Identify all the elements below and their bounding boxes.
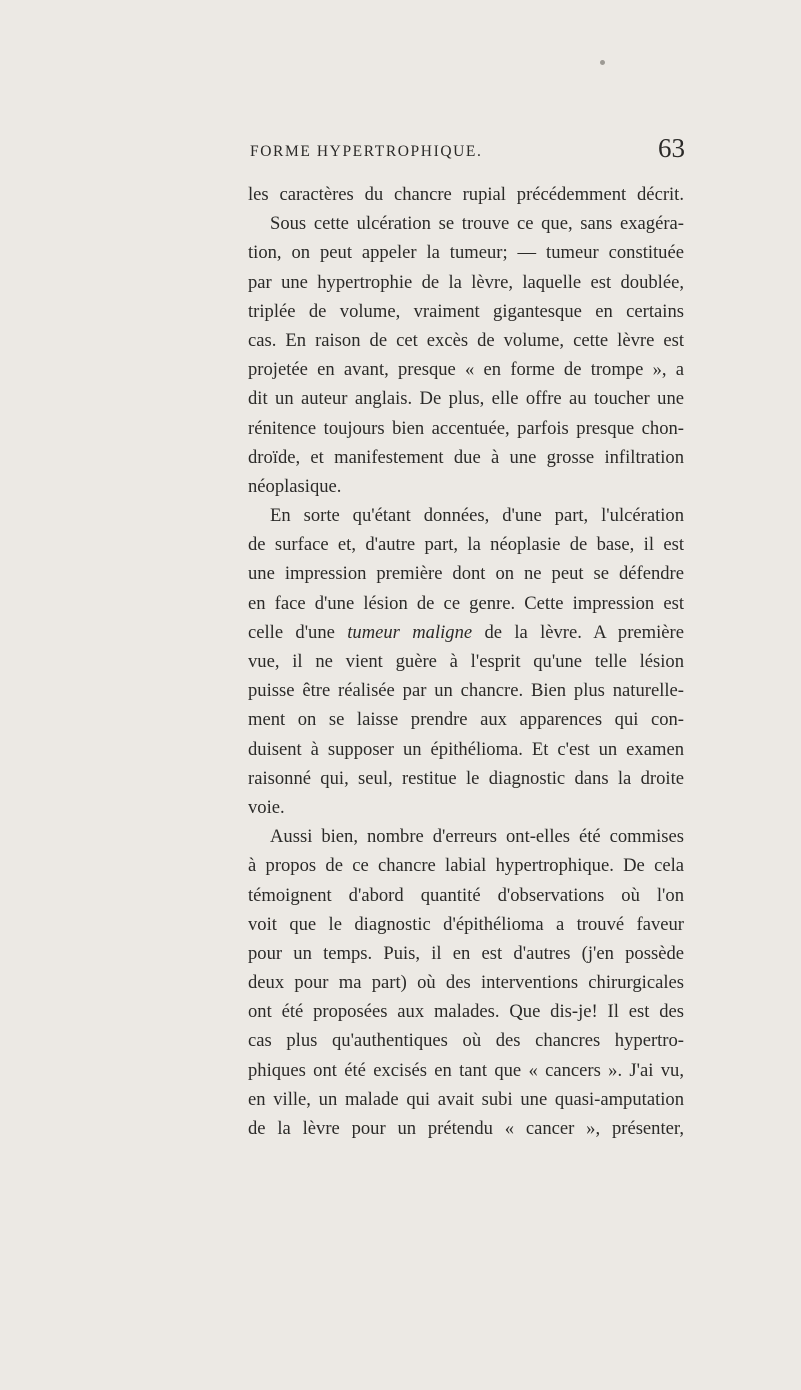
text-line: ont été proposées aux malades. Que dis-je! Il est des (248, 1001, 684, 1023)
italic-phrase: tumeur maligne (347, 621, 473, 643)
text-line: cas. En raison de cet excès de volume, cette lèvre est (248, 329, 684, 351)
text-line: néoplasique. (248, 475, 342, 497)
paper-speck (600, 60, 605, 65)
text-line: à propos de ce chancre labial hypertrophique. De cela (248, 855, 684, 877)
text-line: puisse être réalisée par un chancre. Bien plus naturelle- (248, 680, 684, 702)
text-line: triplée de volume, vraiment gigantesque en certains (248, 300, 684, 322)
text-line: rénitence toujours bien accentuée, parfois presque chon- (248, 417, 684, 439)
text-line: Sous cette ulcération se trouve ce que, sans exagéra- (270, 213, 684, 235)
text-line: en ville, un malade qui avait subi une quasi-amputation (248, 1088, 684, 1110)
text-line: duisent à supposer un épithélioma. Et c'est un examen (248, 738, 684, 760)
text-line: les caractères du chancre rupial précédemment décrit. (248, 184, 684, 205)
text-line: vue, il ne vient guère à l'esprit qu'une telle lésion (248, 651, 684, 672)
text-line: par une hypertrophie de la lèvre, laquelle est doublée, (248, 271, 684, 293)
text-line: cas plus qu'authentiques où des chancres hypertro- (248, 1030, 684, 1052)
body-text (248, 180, 684, 1143)
text-line: voie. (248, 796, 285, 818)
text-line: dit un auteur anglais. De plus, elle offre au toucher une (248, 388, 684, 410)
text-line: de la lèvre pour un prétendu « cancer », présenter, (248, 1118, 684, 1139)
text-line: pour un temps. Puis, il en est d'autres (j'en possède (248, 942, 684, 964)
text-line: En sorte qu'étant données, d'une part, l'ulcération (270, 505, 684, 527)
text-line: Aussi bien, nombre d'erreurs ont-elles été commises (270, 826, 684, 848)
text-line: témoignent d'abord quantité d'observations où l'on (248, 884, 684, 906)
text-run: de la lèvre. A première (472, 621, 684, 643)
text-run: celle d'une (248, 621, 348, 643)
text-line-with-italic (248, 618, 684, 647)
text-line: une impression première dont on ne peut se défendre (248, 563, 684, 585)
text-line: raisonné qui, seul, restitue le diagnostic dans la droite (248, 767, 684, 789)
text-line: de surface et, d'autre part, la néoplasie de base, il est (248, 534, 684, 556)
text-line: en face d'une lésion de ce genre. Cette impression est (248, 592, 684, 614)
text-line: tion, on peut appeler la tumeur; — tumeur constituée (248, 242, 684, 264)
text-line: phiques ont été excisés en tant que « cancers ». J'ai vu, (248, 1059, 684, 1081)
text-line: deux pour ma part) où des interventions chirurgicales (248, 972, 684, 994)
page-number: 63 (658, 133, 685, 163)
text-line: droïde, et manifestement due à une grosse infiltration (248, 446, 684, 468)
running-title: FORME HYPERTROPHIQUE. (250, 143, 483, 160)
text-line: ment on se laisse prendre aux apparences qui con- (248, 709, 684, 731)
text-line: voit que le diagnostic d'épithélioma a trouvé faveur (248, 913, 684, 935)
text-line: projetée en avant, presque « en forme de trompe », a (248, 359, 684, 381)
page-header (230, 133, 685, 173)
